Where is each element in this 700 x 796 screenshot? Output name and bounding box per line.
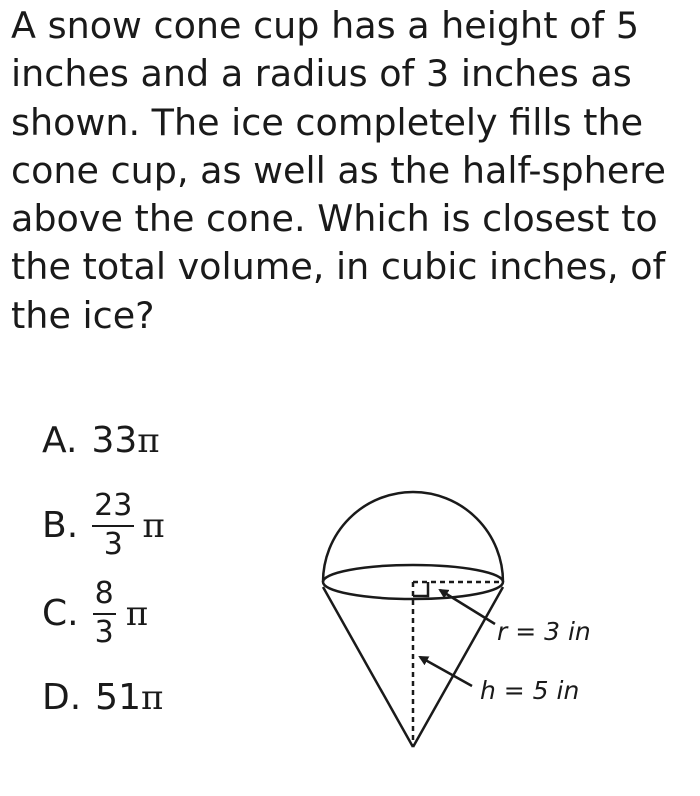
height-arrow <box>420 657 472 686</box>
choice-a-letter: A. <box>42 420 78 461</box>
choice-c-denominator: 3 <box>94 615 114 650</box>
choice-a[interactable] <box>42 420 160 461</box>
height-label: h = 5 in <box>480 676 580 705</box>
choice-b-fraction <box>92 490 134 561</box>
choice-b[interactable] <box>42 490 165 561</box>
choice-c[interactable] <box>42 578 148 649</box>
choice-b-letter: B. <box>42 505 79 546</box>
choice-d-letter: D. <box>42 677 82 718</box>
question-text: A snow cone cup has a height of 5 inches and a radius of 3 inches as shown. The ice completely fills the cone cup, as well as the half-sphere above the cone. Which is closest to the total volume, in cubic inches, of the ice? <box>11 4 666 337</box>
cone-left-side <box>323 587 413 747</box>
radius-label: r = 3 in <box>497 617 591 646</box>
choice-d-coefficient: 51 <box>95 677 141 718</box>
pi-symbol: π <box>140 677 164 718</box>
right-angle-marker <box>413 582 428 596</box>
answer-choices <box>42 0 282 796</box>
choice-c-numerator: 8 <box>93 578 116 615</box>
choice-c-letter: C. <box>42 593 79 634</box>
cone-right-side <box>413 587 503 747</box>
snow-cone-diagram <box>300 460 630 760</box>
pi-symbol: π <box>142 505 165 546</box>
choice-b-denominator: 3 <box>103 527 123 562</box>
pi-symbol: π <box>137 420 160 461</box>
pi-symbol: π <box>125 593 149 634</box>
choice-d[interactable] <box>42 677 163 718</box>
choice-b-numerator: 23 <box>92 490 134 527</box>
choice-c-fraction <box>93 578 116 649</box>
hemisphere-arc <box>323 492 503 582</box>
snow-cone-svg <box>300 460 630 760</box>
choice-a-coefficient: 33 <box>91 420 138 461</box>
